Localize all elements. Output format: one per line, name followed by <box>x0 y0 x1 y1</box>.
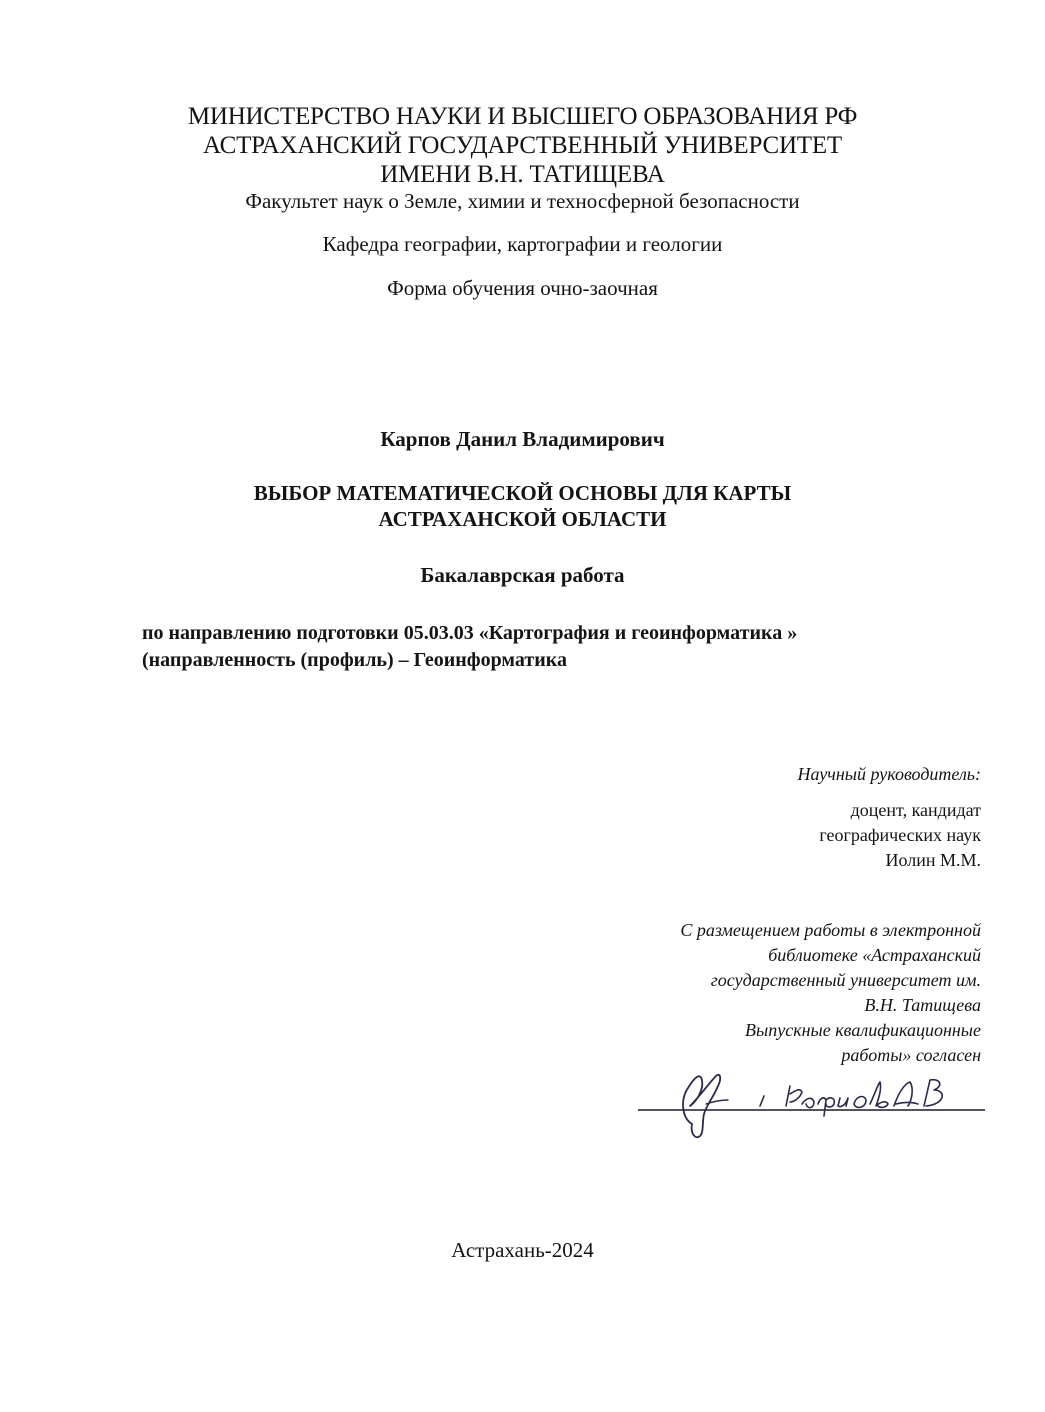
ministry-heading: МИНИСТЕРСТВО НАУКИ И ВЫСШЕГО ОБРАЗОВАНИЯ РФ <box>187 103 858 130</box>
author-name: Карпов Данил Владимирович <box>380 427 665 451</box>
faculty-name: Факультет наук о Земле, химии и техносферной безопасности <box>245 189 800 213</box>
consent-line1: С размещением работы в электронной <box>680 920 981 940</box>
study-form: Форма обучения очно-заочная <box>387 276 658 300</box>
direction-line2: (направленность (профиль) – Геоинформатика <box>142 649 567 671</box>
consent-line5: Выпускные квалификационные <box>745 1020 981 1040</box>
work-title-line1: ВЫБОР МАТЕМАТИЧЕСКОЙ ОСНОВЫ ДЛЯ КАРТЫ <box>253 481 792 505</box>
city-year: Астрахань-2024 <box>451 1238 594 1262</box>
supervisor-title-line2: географических наук <box>819 825 981 845</box>
work-type: Бакалаврская работа <box>420 563 625 587</box>
work-title-line2: АСТРАХАНСКОЙ ОБЛАСТИ <box>378 507 667 531</box>
consent-line4: В.Н. Татищева <box>864 995 981 1015</box>
supervisor-title-line1: доцент, кандидат <box>850 800 981 820</box>
university-name-line2: ИМЕНИ В.Н. ТАТИЩЕВА <box>380 161 665 188</box>
signature <box>630 1060 990 1140</box>
university-name-line1: АСТРАХАНСКИЙ ГОСУДАРСТВЕННЫЙ УНИВЕРСИТЕТ <box>202 132 843 159</box>
consent-line2: библиотеке «Астраханский <box>768 945 981 965</box>
department-name: Кафедра географии, картографии и геологии <box>322 232 723 256</box>
consent-line6: работы» согласен <box>841 1045 981 1065</box>
consent-line3: государственный университет им. <box>710 970 981 990</box>
supervisor-label: Научный руководитель: <box>797 764 981 784</box>
direction-line1: по направлению подготовки 05.03.03 «Картография и геоинформатика » <box>142 622 798 644</box>
supervisor-name: Иолин М.М. <box>885 850 981 870</box>
